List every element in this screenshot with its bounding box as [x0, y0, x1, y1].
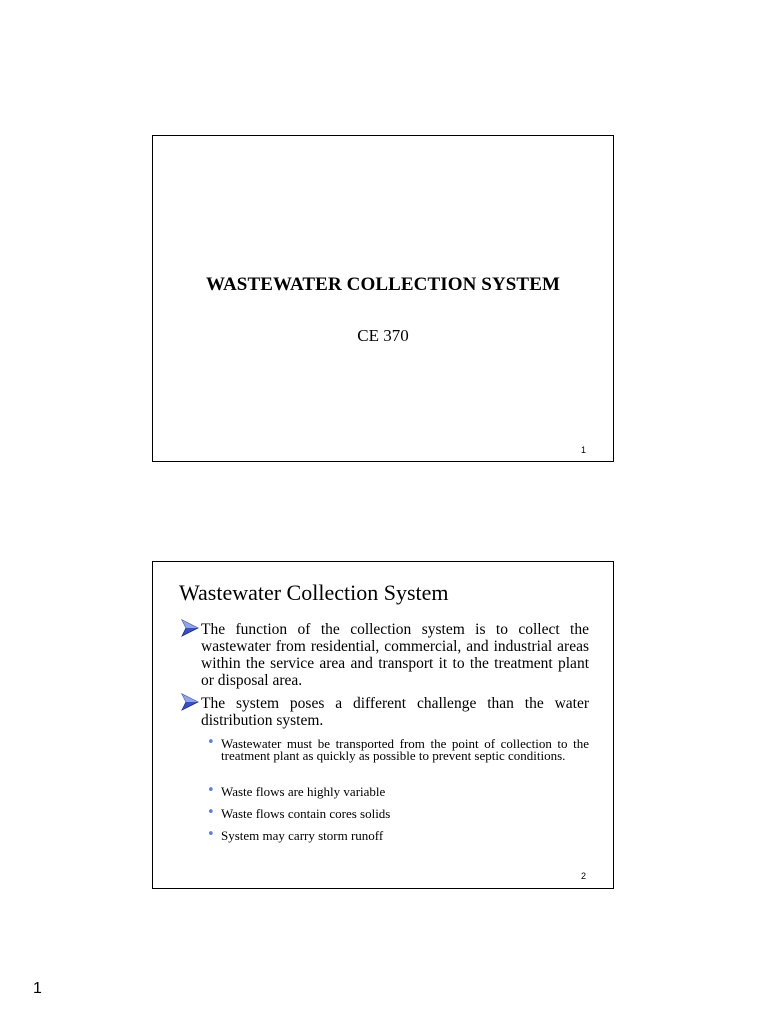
- sub-bullet-item: [207, 805, 589, 821]
- sub-bullet-item: [207, 735, 589, 763]
- slide-1-subtitle: CE 370: [357, 326, 409, 345]
- dot-bullet-icon: •: [207, 827, 215, 842]
- bullet-item: [181, 621, 589, 689]
- slide-2-number: 2: [580, 871, 586, 881]
- page-number: 1: [33, 980, 42, 997]
- sub-bullet-item: [207, 783, 589, 799]
- bullet-item: [181, 695, 589, 729]
- slide-1-title: WASTEWATER COLLECTION SYSTEM: [205, 274, 561, 295]
- slide-2-title: Wastewater Collection System: [179, 580, 449, 605]
- sub-bullet-text: Waste flows are highly variable: [221, 784, 386, 799]
- arrowhead-bullet-icon: [181, 619, 199, 637]
- sub-bullet-text: Waste flows contain cores solids: [221, 806, 391, 821]
- sub-bullet-text: Wastewater must be transported from the point of collection to the treatment plant as quickly as possible to prevent septic conditions.: [221, 736, 589, 763]
- dot-bullet-icon: •: [207, 805, 215, 820]
- slide-1: [152, 135, 614, 462]
- slide-2: [152, 561, 614, 889]
- sub-bullet-item: [207, 827, 589, 843]
- bullet-text: The function of the collection system is to collect the wastewater from residential, commercial, and industrial areas within the service area and transport it to the treatment plant or disposal area.: [201, 621, 589, 689]
- arrowhead-bullet-icon: [181, 693, 199, 711]
- bullet-text: The system poses a different challenge than the water distribution system.: [201, 695, 589, 729]
- dot-bullet-icon: •: [207, 735, 215, 750]
- sub-bullet-text: System may carry storm runoff: [221, 828, 384, 843]
- slide-1-number: 1: [580, 445, 586, 455]
- dot-bullet-icon: •: [207, 783, 215, 798]
